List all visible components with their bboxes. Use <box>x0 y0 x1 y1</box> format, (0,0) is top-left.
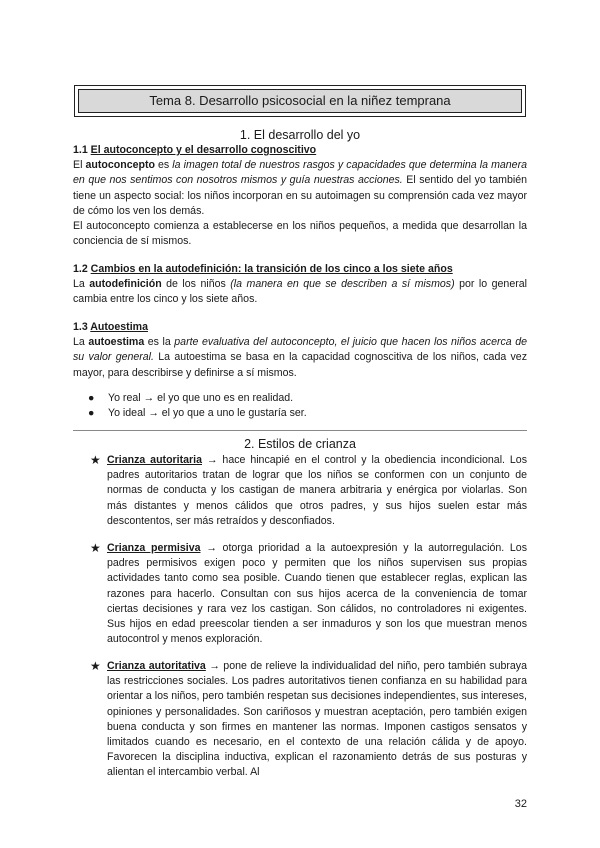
page-number: 32 <box>514 798 527 810</box>
paragraph-autoconcepto: El autoconcepto es la imagen total de nuestros rasgos y capacidades que determina la manera en que nos sentimos con nosotros mismos y guía nuestras acciones. El sentido del yo también tiene un aspecto social: los niños incorporan en su autoimagen su comprensión cada vez mayor de cómo los ven los demás. <box>73 159 527 217</box>
list-item-crianza-autoritaria: ★ Crianza autoritaria → hace hincapié en el control y la obediencia incondicional. Los padres autoritarios tratan de lograr que los niños se conformen con un conjunto de normas de conducta y los castigan de manera arbitraria y enérgica por violarlas. Son más distantes y menos cálidos que otros padres, y sus hijos suelen estar más descontentos, ser más retraídos y desconfiados. <box>90 453 527 527</box>
paragraph-autoestima: La autoestima es la parte evaluativa del autoconcepto, el juicio que hacen los niños acerca de su valor general. La autoestima se basa en la capacidad cognoscitiva de los niños, cada vez mayor, para describirse y definirse a sí mismos. <box>73 336 528 379</box>
section-1-3 <box>73 320 527 381</box>
section-1-2 <box>73 262 527 308</box>
bullet-icon: ● <box>88 407 95 420</box>
subsection-1-1-title: 1.1 El autoconcepto y el desarrollo cognoscitivo <box>73 144 317 156</box>
list-item-crianza-autoritativa: ★ Crianza autoritativa → pone de relieve la individualidad del niño, pero también subraya las restricciones sociales. Los padres autoritativos tienen confianza en su habilidad para orientar a los niños, pero también respetan sus decisiones independientes, sus intereses, opiniones y personalidades. Son cariñosos y muestran aceptación, pero también exigen buena conducta y son firmes en mantener las normas. Imponen castigos sensatos y limitados cuando es necesario, en el contexto de una relación cálida y de apoyo. Favorecen la disciplina inductiva, explican el razonamiento detrás de sus posturas y alientan el intercambio verbal. Al <box>90 659 527 779</box>
subsection-1-2-title: 1.2 Cambios en la autodefinición: la transición de los cinco a los siete años <box>73 263 453 275</box>
subsection-1-3-title: 1.3 Autoestima <box>73 321 148 333</box>
bullet-icon: ● <box>88 392 95 404</box>
paragraph-autoconcepto-2: El autoconcepto comienza a establecerse en los niños pequeños, a medida que desarrollan la conciencia de sí mismos. <box>73 220 527 248</box>
star-icon: ★ <box>90 541 101 555</box>
section-1-heading: 1. El desarrollo del yo <box>239 128 361 142</box>
section-1-1 <box>73 143 527 249</box>
section-divider <box>73 430 527 431</box>
page-title: Tema 8. Desarrollo psicosocial en la niñez temprana <box>78 89 522 113</box>
section-2-heading: 2. Estilos de crianza <box>244 437 356 451</box>
star-icon: ★ <box>90 659 101 673</box>
title-box <box>74 85 526 117</box>
bullet-list <box>88 391 518 421</box>
list-item: ● Yo ideal → el yo que a uno le gustaría ser. <box>88 406 518 421</box>
list-item: ● Yo real → el yo que uno es en realidad. <box>88 391 518 406</box>
paragraph-autodefinicion: La autodefinición de los niños (la manera en que se describen a sí mismos) por lo general cambia entre los cinco y los siete años. <box>73 278 527 306</box>
list-item-crianza-permisiva: ★ Crianza permisiva → otorga prioridad a la autoexpresión y la autorregulación. Los padres permisivos exigen poco y permiten que los niños supervisen sus propias actividades tanto como sea posible. Cuando tienen que establecer reglas, explican las razones para hacerlo. Consultan con sus hijos acerca de la conveniencia de tomar ciertas decisiones y rara vez los castigan. Son cálidos, no controladores ni exigentes. Sus hijos en edad preescolar tienden a ser inmaduros y son los que muestran menos autocontrol y menos exploración. <box>90 541 527 646</box>
star-icon: ★ <box>90 453 101 467</box>
